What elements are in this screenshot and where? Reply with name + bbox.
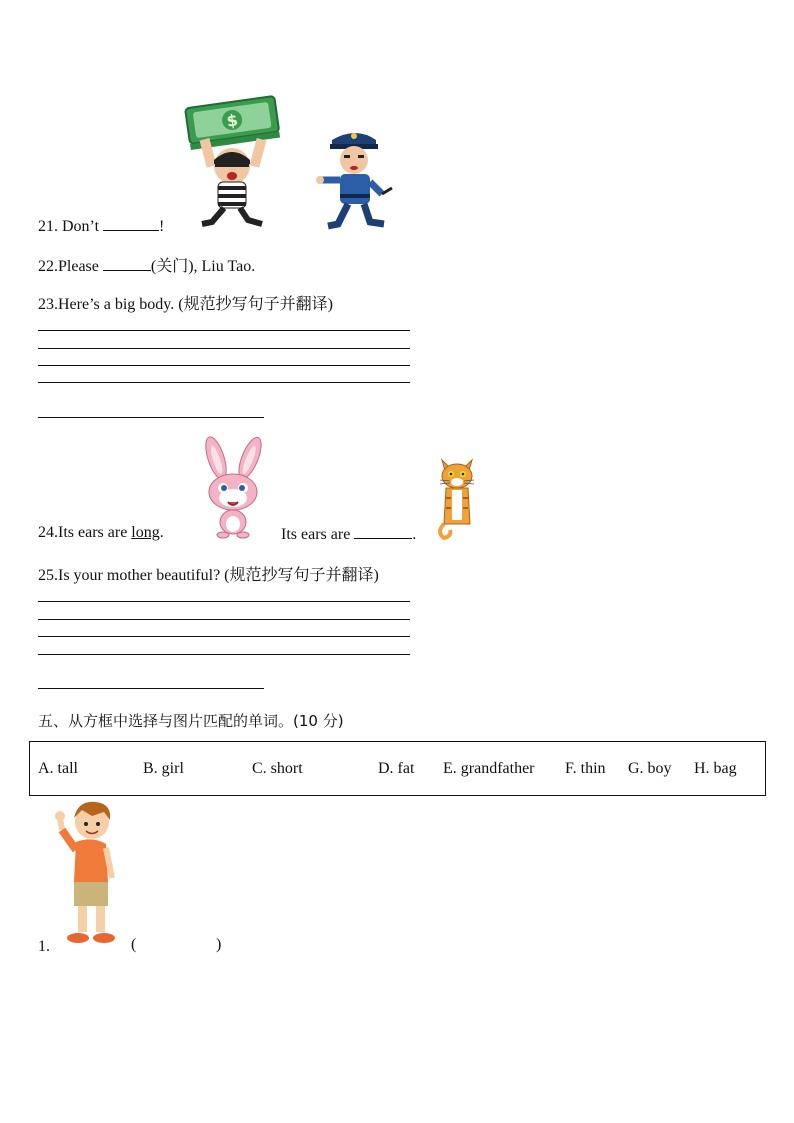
writing-line[interactable] xyxy=(38,382,410,383)
writing-line[interactable] xyxy=(38,654,410,655)
option-f: F. thin xyxy=(565,760,606,777)
option-a: A. tall xyxy=(38,760,78,777)
policeman-icon xyxy=(318,128,398,232)
answer-blank[interactable] xyxy=(103,255,151,271)
svg-text:$: $ xyxy=(225,110,240,131)
question-22 xyxy=(38,255,255,277)
option-h: H. bag xyxy=(694,760,737,777)
item-1-answer-space[interactable] xyxy=(144,935,214,955)
question-24-right-text: Its ears are xyxy=(281,526,355,543)
question-22-suffix: (关门), Liu Tao. xyxy=(150,258,256,275)
question-24-text: 24.Its ears are xyxy=(38,524,132,541)
thief-with-money-icon xyxy=(182,94,287,234)
question-25: 25.Is your mother beautiful? (规范抄写句子并翻译) xyxy=(38,567,379,584)
item-1-open-paren: ( xyxy=(131,936,137,953)
writing-line[interactable] xyxy=(38,330,410,331)
question-21 xyxy=(38,215,164,237)
boy-icon xyxy=(52,798,122,950)
item-1-number: 1. xyxy=(38,938,50,955)
writing-line[interactable] xyxy=(38,601,410,602)
cat-icon xyxy=(434,452,480,540)
writing-line[interactable] xyxy=(38,619,410,620)
option-g: G. boy xyxy=(628,760,672,777)
question-24-punct: . xyxy=(159,524,164,541)
question-23: 23.Here’s a big body. (规范抄写句子并翻译) xyxy=(38,296,333,313)
writing-line[interactable] xyxy=(38,365,410,366)
question-24-right xyxy=(281,523,416,545)
question-21-text: 21. Don’t xyxy=(38,218,104,235)
option-d: D. fat xyxy=(378,760,415,777)
question-24-left xyxy=(38,523,164,543)
section-5-title: 五、从方框中选择与图片匹配的单词。(10 分) xyxy=(38,712,344,730)
translation-line[interactable] xyxy=(38,417,264,418)
option-b: B. girl xyxy=(143,760,184,777)
option-c: C. short xyxy=(252,760,303,777)
question-22-text: 22.Please xyxy=(38,258,103,275)
question-24-right-punct: . xyxy=(412,526,417,543)
underlined-word: long xyxy=(131,524,160,541)
translation-line[interactable] xyxy=(38,688,264,689)
answer-blank[interactable] xyxy=(103,215,159,231)
option-e: E. grandfather xyxy=(443,760,535,777)
answer-blank[interactable] xyxy=(354,523,412,539)
question-21-suffix: ! xyxy=(159,218,165,235)
writing-line[interactable] xyxy=(38,636,410,637)
item-1-close-paren: ) xyxy=(216,936,222,953)
writing-line[interactable] xyxy=(38,348,410,349)
rabbit-icon xyxy=(192,438,274,538)
